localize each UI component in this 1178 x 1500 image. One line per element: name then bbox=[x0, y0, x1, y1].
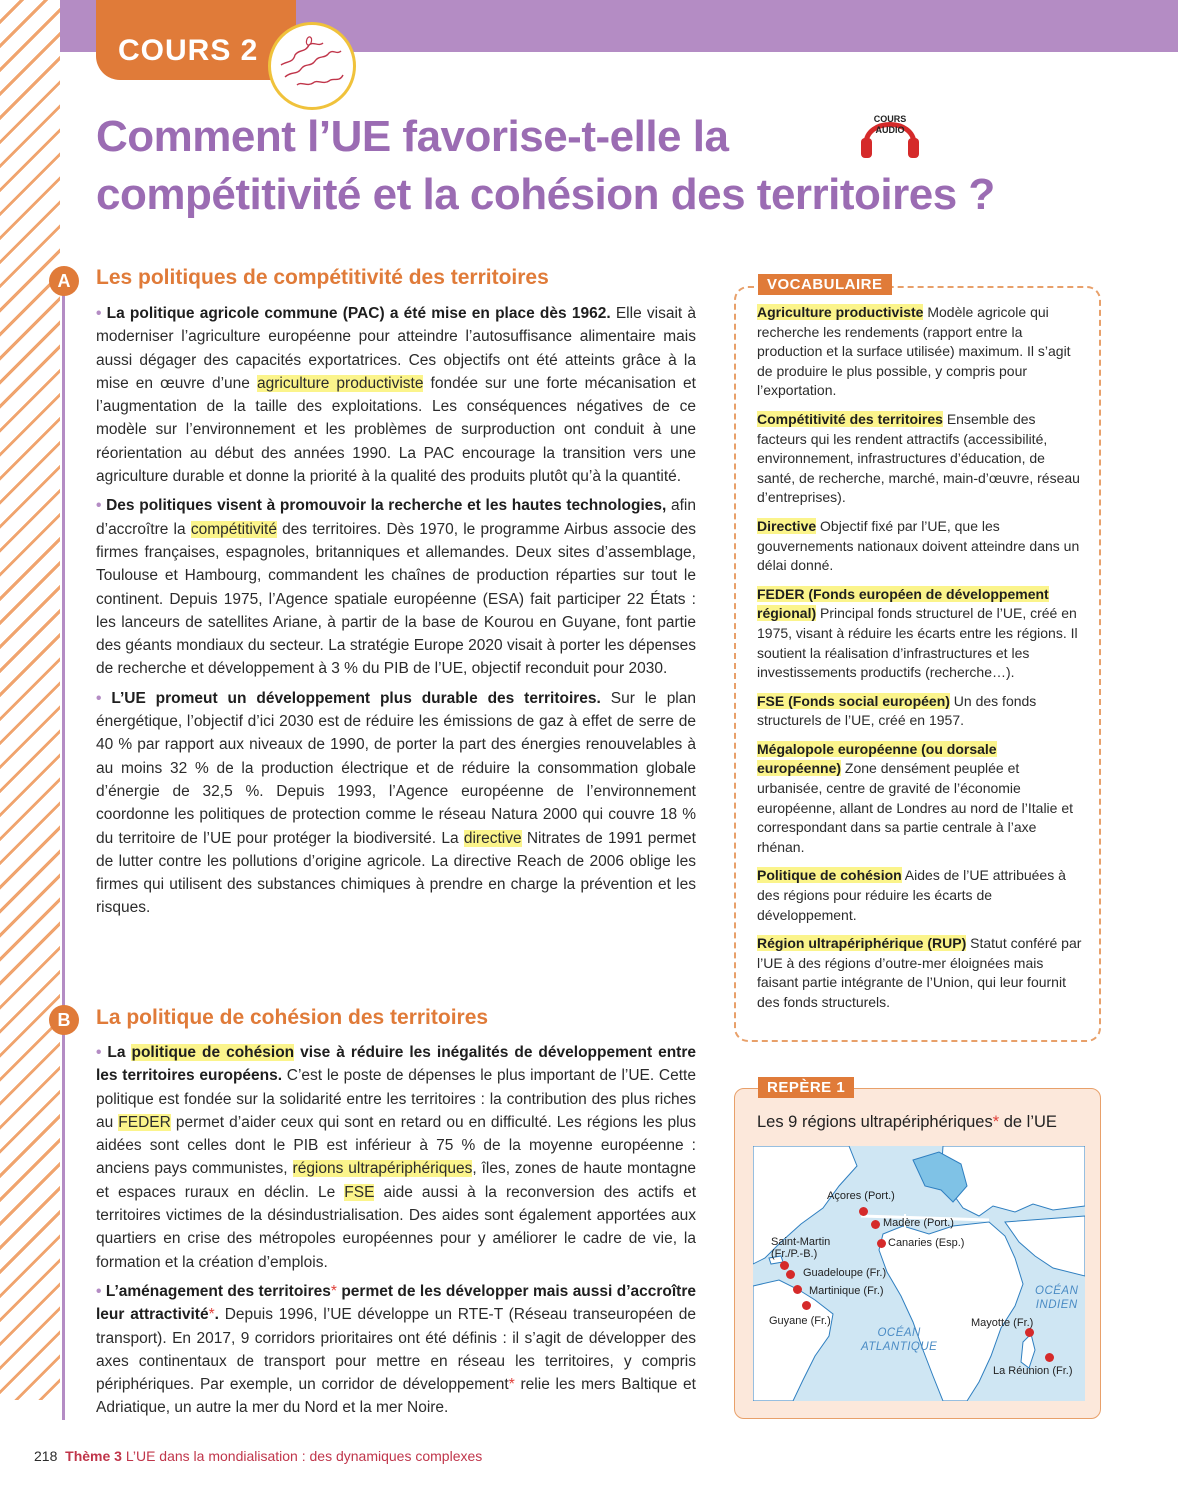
map-label-mayotte: Mayotte (Fr.) bbox=[971, 1317, 1034, 1329]
section-a-body bbox=[96, 302, 696, 926]
section-a-p1-text-2: fondée sur une forte mécanisation et l’augmentation de la taille des exploitations. Les conséquences négatives de ce modèle sur l’environnement et les problèmes de surproduction ont conduit à une réorientation au début des années 1990. La PAC encourage la transition vers une agriculture durable et donne la priorité à la qualité des produits plutôt qu’à la quantité. bbox=[96, 374, 696, 486]
section-a-p2-text: afin d’accroître la bbox=[96, 497, 696, 538]
section-a-p3-text: Sur le plan énergétique, l’objectif d’ici 2030 est de réduire les émissions de gaz à effet de serre de 40 % par rapport aux niveaux de 1990, de porter la part des énergies renouvelables à au moins 32 % de la production électrique et de réduire la consommation globale d’énergie de 32,5 %. Depuis 1993, l’Agence européenne de l’environnement coordonne les politiques de protection comme le réseau Natura 2000 qui couvre 18 % du territoire de l’UE pour protéger la biodiversité. La bbox=[96, 689, 696, 847]
map-label-reunion: La Réunion (Fr.) bbox=[993, 1365, 1073, 1377]
audio-label bbox=[869, 114, 911, 136]
page-title-line-2: compétitivité et la cohésion des territoires ? bbox=[96, 170, 995, 219]
section-a-paragraph-2: • Des politiques visent à promouvoir la recherche et les hautes technologies, afin d’accroître la compétitivité des territoires. Dès 1970, le programme Airbus associe des firmes françaises, espagnoles, britanniques et allemandes. Deux sites d’assemblage, Toulouse et Hambourg, commandent les chaînes de production réparties sur tout le continent. Depuis 1975, l’Agence spatiale européenne (ESA) fait participer 22 États : les lanceurs de satellites Ariane, à partir de la base de Kourou en Guyane, font partie des géants mondiaux du secteur. La stratégie Europe 2020 visait à porter les dépenses de recherche et développement à 3 % du PIB de l’UE, objectif reconduit pour 2030. bbox=[96, 497, 696, 678]
vocabulary-definition: Statut conféré par l’UE à des régions d’outre-mer éloignées mais faisant partie intégrante de l’Union, qui leur fournit des fonds structurels. bbox=[757, 935, 1082, 1010]
section-b-p1-text-4: aide aussi à la reconversion des actifs et territoires victimes de la désindustrialisation. Des aides sont également apportées aux quartiers en crise des métropoles européennes pour y améliorer le cadre de vie, la formation et la création d’emplois. bbox=[96, 1183, 697, 1271]
section-b-title: La politique de cohésion des territoires bbox=[96, 1006, 489, 1029]
section-b-p1-text-2: permet d’aider ceux qui sont en retard ou en difficulté. Les régions les plus aidées sont celles dont le PIB est inférieur à 75 % de la moyenne européenne : anciens pays communistes, bbox=[96, 1113, 696, 1178]
section-b-p1-text-3: , îles, zones de haute montagne et espaces ruraux en déclin. Le bbox=[96, 1160, 696, 1201]
vocabulary-definition: Objectif fixé par l’UE, que les gouvernements nationaux doivent atteindre dans un délai donné. bbox=[757, 517, 1080, 574]
section-b-p2-text-2: relie les mers Baltique et Adriatique, un autre la mer du Nord et la mer Noire. bbox=[96, 1376, 696, 1417]
audio-label-line-1: COURS bbox=[873, 114, 907, 124]
rup-map bbox=[753, 1146, 1085, 1401]
map-label-acores: Açores (Port.) bbox=[827, 1190, 895, 1202]
map-label-madere: Madère (Port.) bbox=[883, 1217, 954, 1229]
asterisk: * bbox=[992, 1113, 1000, 1131]
vocabulary-term: FEDER (Fonds européen de développement régional) bbox=[757, 585, 1049, 622]
section-b-letter: B bbox=[49, 1005, 79, 1035]
term-fse: FSE bbox=[344, 1183, 375, 1201]
rup-dot-acores bbox=[859, 1207, 868, 1216]
vocabulary-list bbox=[757, 303, 1083, 1022]
landmass-madagascar bbox=[1021, 1334, 1035, 1368]
repere-title-text: Les 9 régions ultrapériphériques bbox=[757, 1113, 993, 1131]
map-label-saint-martin-1: Saint-Martin bbox=[771, 1236, 831, 1248]
map-label-ocean-atlantique bbox=[861, 1326, 937, 1354]
section-a-p2-text-2: des territoires. Dès 1970, le programme Airbus associe des firmes françaises, espagnoles, britanniques et allemandes. Deux sites d’assemblage, Toulouse et Hambourg, commandent les chaînes de production réparties sur tout le continent. Depuis 1975, l’Agence spatiale européenne (ESA) fait participer 22 États : les lanceurs de satellites Ariane, à partir de la base de Kourou en Guyane, font partie des géants mondiaux du secteur. La stratégie Europe 2020 visait à porter les dépenses de recherche et développement à 3 % du PIB de l’UE, objectif reconduit pour 2030. bbox=[96, 520, 696, 678]
section-b-p1-text: C’est le poste de dépenses le plus important de l’UE. Cette politique est fondée sur la solidarité entre les territoires : la contribution des plus riches au bbox=[96, 1067, 696, 1131]
footer-theme: Thème 3 bbox=[65, 1448, 122, 1464]
section-b-p2-lead-2: permet de les développer mais aussi d’accroître leur attractivité bbox=[96, 1282, 696, 1324]
vocabulary-term: FSE (Fonds social européen) bbox=[757, 692, 950, 709]
vocabulary-definition: Zone densément peuplée et urbanisée, centre de gravité de l’économie européenne, allant de Londres au nord de l’Italie et correspondant dans sa partie centrale à l’axe rhénan. bbox=[757, 760, 1074, 855]
map-label-ocean-indien-1: OCÉAN bbox=[1035, 1285, 1079, 1297]
section-a-paragraph-3: • L’UE promeut un développement plus durable des territoires. Sur le plan énergétique, l’objectif d’ici 2030 est de réduire les émissions de gaz à effet de serre de 40 % par rapport aux niveaux de 1990, de porter la part des énergies renouvelables à au moins 32 % de la production électrique et de réduire la consommation globale d’énergie de 32,5 %. Depuis 1993, l’Agence européenne de l’environnement coordonne les politiques de protection comme le réseau Natura 2000 qui couvre 18 % du territoire de l’UE pour protéger la biodiversité. La directive Nitrates de 1991 permet de lutter contre les pollutions d’origine agricole. La directive Reach de 2006 oblige les firmes qui utilisent des substances chimiques à prendre en charge la prévention et les risques. bbox=[96, 689, 696, 917]
term-competitivite: compétitivité bbox=[190, 520, 277, 538]
section-b-p1-lead: La bbox=[107, 1044, 132, 1061]
repere-title-text-2: de l’UE bbox=[999, 1113, 1057, 1131]
rup-dot-madere bbox=[871, 1220, 880, 1229]
page-number: 218 bbox=[34, 1448, 58, 1464]
page-footer bbox=[34, 1448, 482, 1464]
vocabulary-term: Mégalopole européenne (ou dorsale européenne) bbox=[757, 740, 997, 777]
margin-rule bbox=[62, 285, 65, 1420]
term-directive: directive bbox=[463, 829, 522, 847]
section-b-p2-text: Depuis 1996, l’UE développe un RTE-T (Réseau transeuropéen de transport). En 2017, 9 corridors prioritaires ont été définis : il s’agit de développer des axes continentaux de transport pour mettre en réseau les territoires, y compris périphériques. Par exemple, un corridor de développement bbox=[96, 1306, 696, 1394]
term-agriculture-productiviste: agriculture productiviste bbox=[256, 374, 424, 392]
asterisk: * bbox=[330, 1282, 337, 1300]
footer-subtitle: L’UE dans la mondialisation : des dynamiques complexes bbox=[125, 1448, 483, 1464]
europe-map-icon bbox=[268, 22, 356, 110]
section-a-p3-text-2: Nitrates de 1991 permet de lutter contre les pollutions d’origine agricole. La directive Reach de 2006 oblige les firmes qui utilisent des substances chimiques à prendre en charge la prévention et les risques. bbox=[96, 829, 696, 917]
page-title-line-1: Comment l’UE favorise-t-elle la bbox=[96, 112, 729, 161]
vocabulary-term: Région ultrapériphérique (RUP) bbox=[757, 935, 967, 952]
vocabulary-definition: Modèle agricole qui recherche les rendements (rapport entre la production et la surface utilisée) maximum. Il s’agit de produire le plus possible, y compris pour l’exportation. bbox=[757, 304, 1071, 399]
map-label-martinique: Martinique (Fr.) bbox=[809, 1285, 884, 1297]
vocabulary-entry bbox=[757, 866, 1083, 925]
asterisk: * bbox=[508, 1376, 515, 1394]
section-a-p2-lead: Des politiques visent à promouvoir la recherche et les hautes technologies, bbox=[106, 497, 667, 515]
landmass-south-america bbox=[753, 1280, 833, 1401]
vocabulary-definition: Un des fonds structurels de l’UE, créé en 1957. bbox=[757, 692, 1037, 729]
rup-dot-guadeloupe bbox=[786, 1270, 795, 1279]
vocabulary-entry bbox=[757, 517, 1083, 576]
vocabulary-entry bbox=[757, 410, 1083, 508]
hatched-margin bbox=[0, 0, 60, 1400]
section-b-p2-lead-end: . bbox=[214, 1306, 219, 1324]
vocabulary-definition: Principal fonds structurel de l’UE, créé en 1975, visant à réduire les écarts entre les régions. Il soutient la réalisation d’infrastructures et les investissements productifs (recherche…). bbox=[757, 605, 1078, 681]
map-label-ocean-atlantique-2: ATLANTIQUE bbox=[861, 1341, 938, 1353]
map-label-ocean-atlantique-1: OCÉAN bbox=[877, 1327, 921, 1339]
audio-label-line-2: AUDIO bbox=[875, 125, 905, 135]
vocabulary-entry bbox=[757, 585, 1083, 683]
map-label-canaries: Canaries (Esp.) bbox=[888, 1237, 965, 1249]
map-label-saint-martin bbox=[771, 1236, 830, 1260]
vocabulary-tag: VOCABULAIRE bbox=[758, 274, 892, 295]
map-label-ocean-indien bbox=[1035, 1284, 1078, 1312]
rup-dot-martinique bbox=[793, 1285, 802, 1294]
asterisk: * bbox=[208, 1306, 215, 1324]
section-a-paragraph-1: • La politique agricole commune (PAC) a été mise en place dès 1962. Elle visait à moderniser l’agriculture européenne pour atteindre l’autosuffisance alimentaire mais aussi dégager des capacités exportatrices. Ces objectifs ont été atteints grâce à la mise en œuvre d’une agriculture productiviste fondée sur une forte mécanisation et l’augmentation de la taille des exploitations. Les conséquences négatives de ce modèle sur l’environnement et les problèmes de surproduction ont conduit à une réorientation au début des années 1990. La PAC encourage la transition vers une agriculture durable et donne la priorité à la qualité des produits plutôt qu’à la quantité. bbox=[96, 305, 697, 486]
map-label-guadeloupe: Guadeloupe (Fr.) bbox=[803, 1267, 887, 1279]
section-a-p1-lead: La politique agricole commune (PAC) a été mise en place dès 1962. bbox=[106, 305, 611, 322]
rup-dot-mayotte bbox=[1025, 1328, 1034, 1337]
vocabulary-entry bbox=[757, 740, 1083, 858]
vocabulary-term: Politique de cohésion bbox=[757, 867, 902, 884]
rup-dot-reunion bbox=[1045, 1353, 1054, 1362]
vocabulary-entry bbox=[757, 934, 1083, 1012]
section-a-title: Les politiques de compétitivité des territoires bbox=[96, 266, 549, 289]
vocabulary-term: Directive bbox=[757, 517, 817, 534]
vocabulary-definition: Aides de l’UE attribuées à des régions pour réduire les écarts de développement. bbox=[757, 867, 1066, 923]
map-label-ocean-indien-2: INDIEN bbox=[1035, 1299, 1078, 1311]
term-politique-de-cohesion: politique de cohésion bbox=[131, 1044, 295, 1061]
section-b-body bbox=[96, 1041, 696, 1426]
repere-title bbox=[757, 1113, 1057, 1132]
section-a-letter: A bbox=[49, 266, 79, 296]
map-label-guyane: Guyane (Fr.) bbox=[769, 1315, 831, 1327]
section-a-p3-lead: L’UE promeut un développement plus durable des territoires. bbox=[111, 689, 601, 707]
section-a-p1-text: Elle visait à moderniser l’agriculture européenne pour atteindre l’autosuffisance alimentaire mais aussi dégager des capacités exportatrices. Ces objectifs ont été atteints grâce à la mise en œuvre d’une bbox=[96, 305, 697, 392]
term-regions-ultraperipheriques: régions ultrapériphériques bbox=[292, 1160, 473, 1178]
rup-dot-saint-martin bbox=[780, 1261, 789, 1270]
term-feder: FEDER bbox=[118, 1113, 171, 1131]
cours-label: COURS 2 bbox=[118, 34, 259, 67]
map-label-saint-martin-2: (Fr./P.-B.) bbox=[771, 1248, 818, 1260]
vocabulary-definition: Ensemble des facteurs qui les rendent attractifs (accessibilité, environnement, infrastructures d’éducation, de santé, de recherche, marché, main-d’œuvre, réseau d’entreprises). bbox=[757, 410, 1080, 506]
vocabulary-term: Compétitivité des territoires bbox=[757, 410, 943, 427]
section-b-p2-lead: L’aménagement des territoires bbox=[105, 1282, 331, 1300]
vocabulary-entry bbox=[757, 692, 1083, 731]
vocabulary-term: Agriculture productiviste bbox=[757, 304, 924, 320]
section-b-paragraph-2: • L’aménagement des territoires* permet de les développer mais aussi d’accroître leur attractivité*. Depuis 1996, l’UE développe un RTE-T (Réseau transeuropéen de transport). En 2017, 9 corridors prioritaires ont été définis : il s’agit de développer des axes continentaux de transport pour mettre en réseau les territoires, y compris périphériques. Par exemple, un corridor de développement* relie les mers Baltique et Adriatique, un autre la mer du Nord et la mer Noire. bbox=[96, 1282, 696, 1417]
rup-dot-canaries bbox=[877, 1239, 886, 1248]
vocabulary-entry bbox=[757, 303, 1083, 401]
section-b-paragraph-1: • La politique de cohésion vise à réduire les inégalités de développement entre les territoires européens. C’est le poste de dépenses le plus important de l’UE. Cette politique est fondée sur la solidarité entre les territoires : la contribution des plus riches au FEDER permet d’aider ceux qui sont en retard ou en difficulté. Les régions les plus aidées sont celles dont le PIB est inférieur à 75 % de la moyenne européenne : anciens pays communistes, régions ultrapériphériques, îles, zones de haute montagne et espaces ruraux en déclin. Le FSE aide aussi à la reconversion des actifs et territoires victimes de la désindustrialisation. Des aides sont également apportées aux quartiers en crise des métropoles européennes pour y améliorer le cadre de vie, la formation et la création d’emplois. bbox=[96, 1044, 697, 1271]
rup-dot-guyane bbox=[802, 1301, 811, 1310]
repere-tag: REPÈRE 1 bbox=[758, 1077, 854, 1098]
section-b-p1-lead-2: vise à réduire les inégalités de développement entre les territoires européens. bbox=[96, 1044, 696, 1085]
